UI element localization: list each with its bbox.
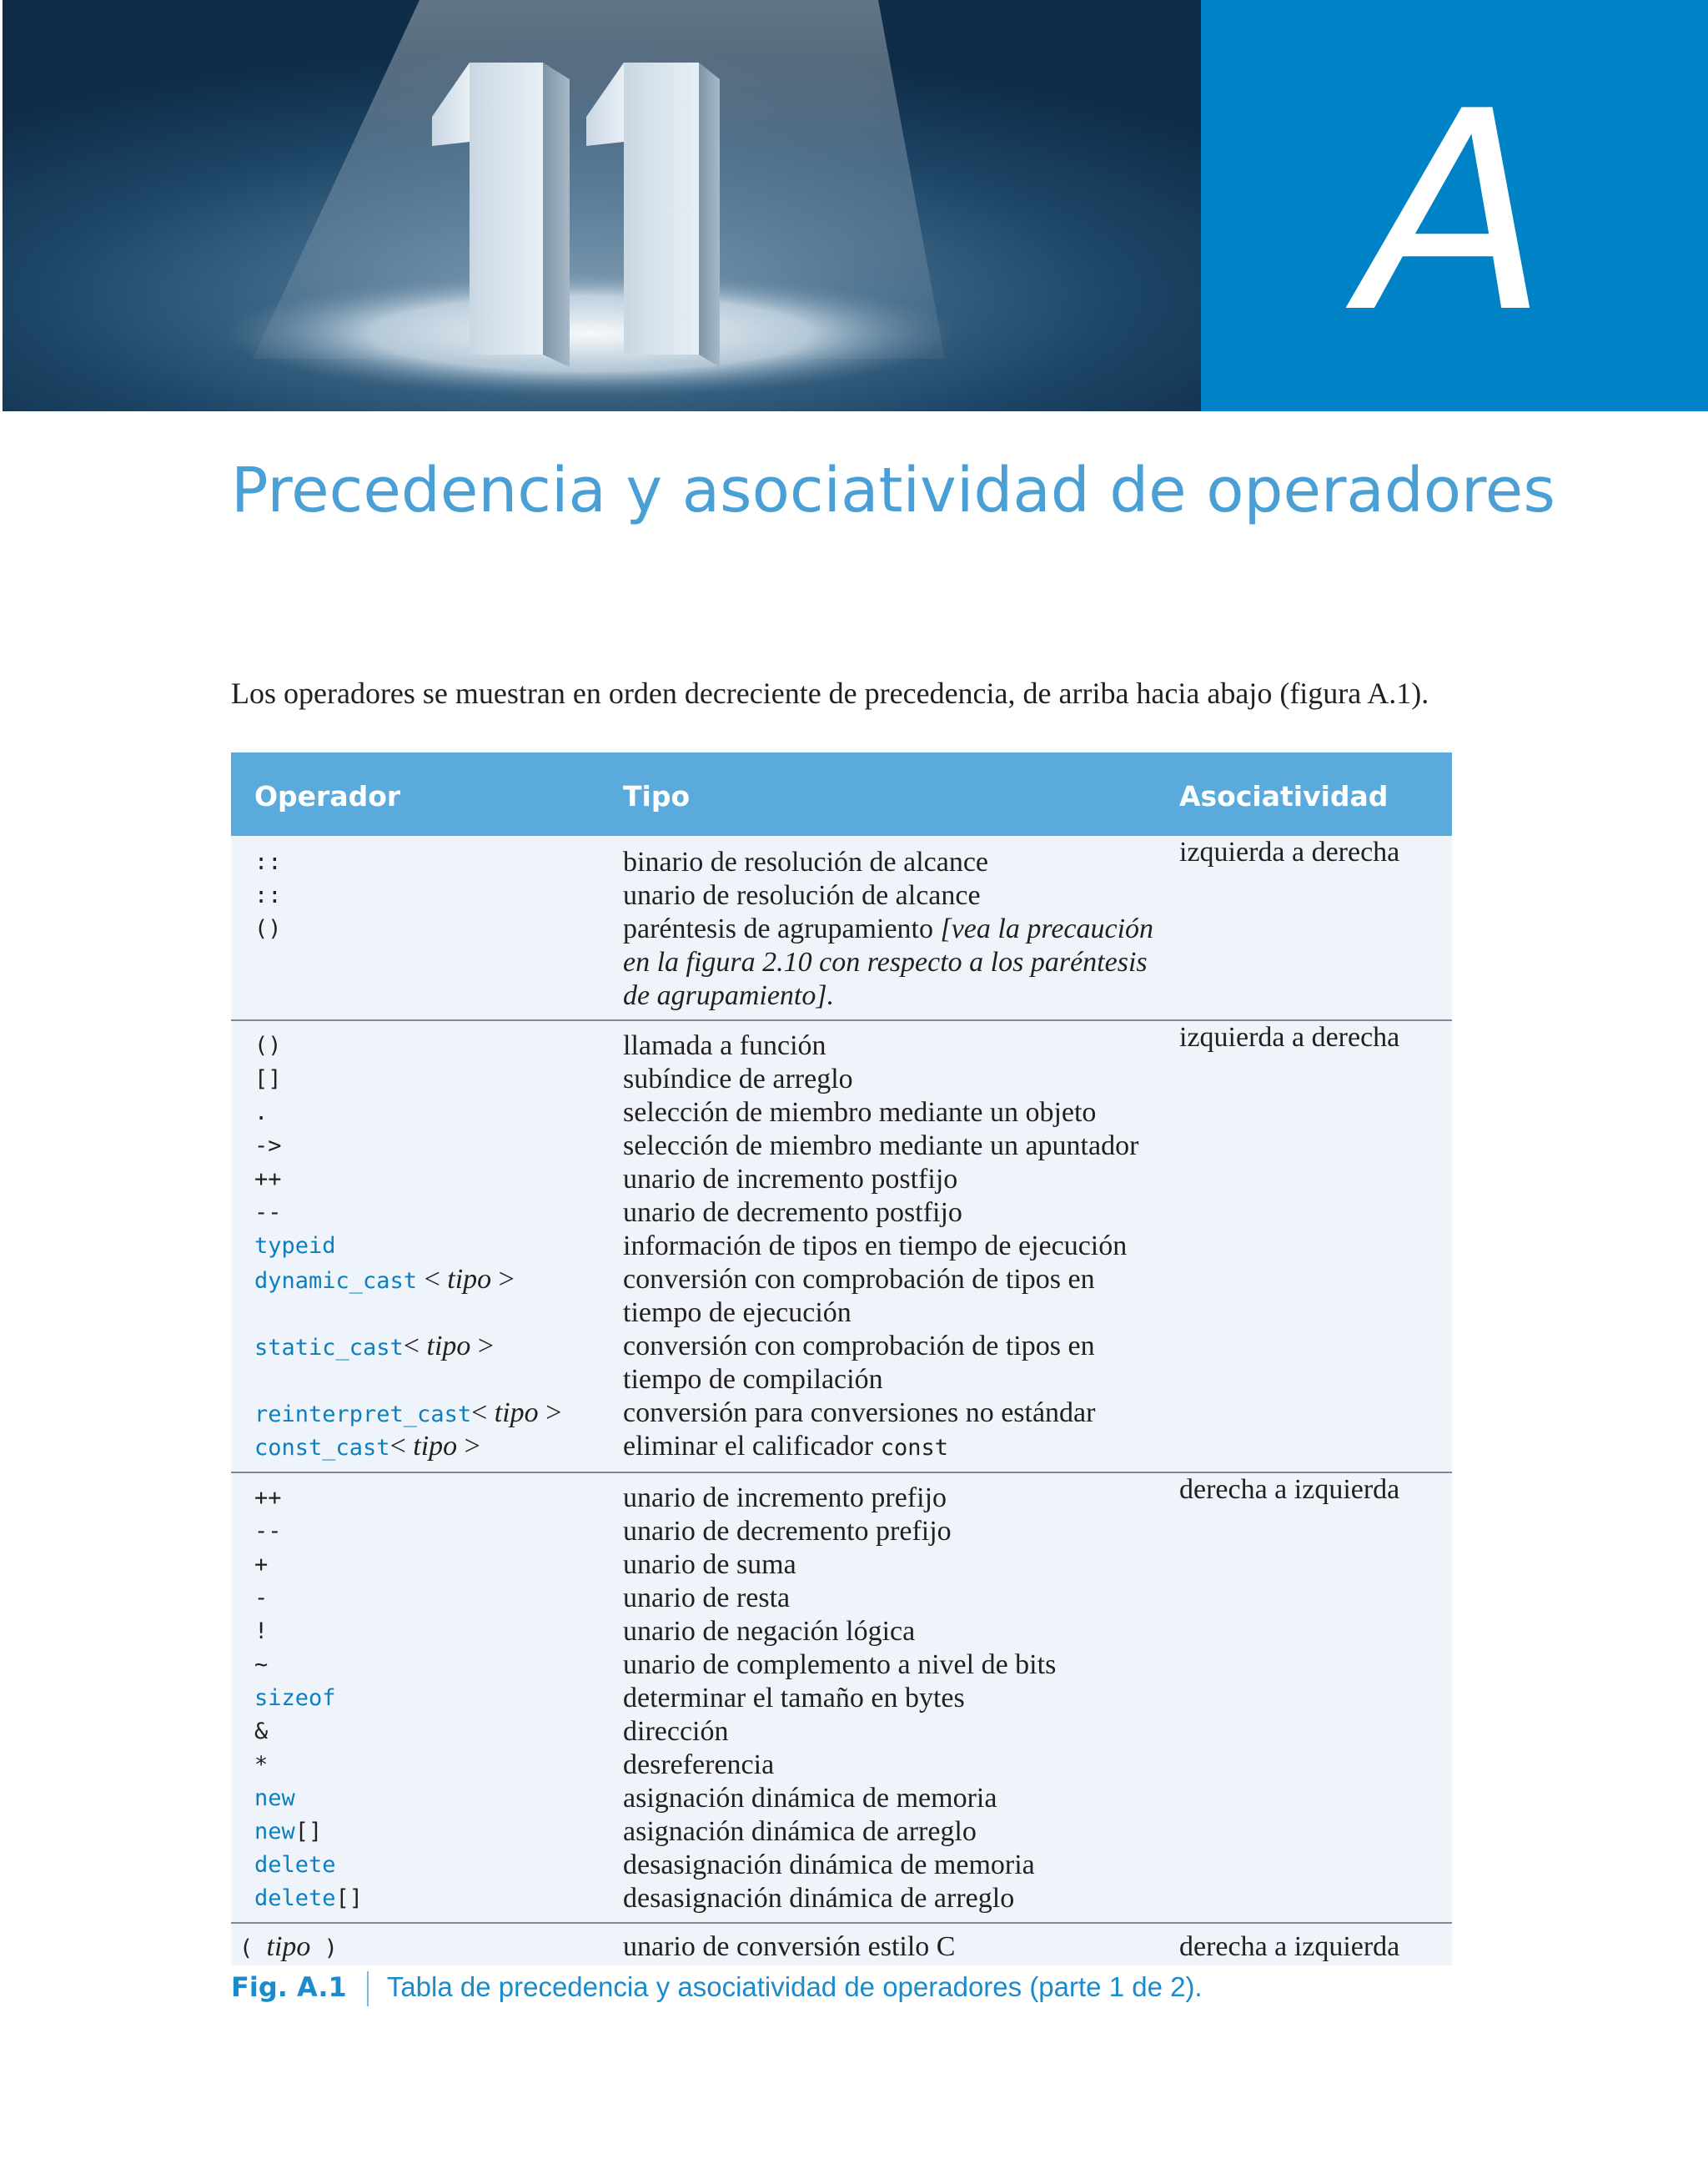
table-row — [231, 1930, 1452, 1964]
table-row — [231, 1196, 1452, 1230]
operator-type: desreferencia — [623, 1749, 775, 1780]
page-title: Precedencia y asociatividad de operadores — [231, 455, 1555, 526]
table-row — [231, 1163, 1452, 1196]
operator: reinterpret_cast< tipo > — [254, 1397, 562, 1428]
figure-caption — [231, 1971, 1203, 2006]
operator: delete[] — [254, 1885, 364, 1911]
operator-type: subíndice de arreglo — [623, 1064, 853, 1095]
operator-type: información de tipos en tiempo de ejecución — [623, 1230, 1128, 1261]
operator-type: asignación dinámica de memoria — [623, 1783, 997, 1814]
operator-type: conversión con comprobación de tipos en tiempo de compilación — [623, 1331, 1095, 1395]
operator-type: desasignación dinámica de arreglo — [623, 1883, 1015, 1914]
header-operator: Operador — [254, 780, 401, 813]
operator: ! — [254, 1618, 269, 1644]
associativity: izquierda a derecha — [1179, 837, 1400, 868]
operator: ++ — [254, 1166, 282, 1192]
table-row — [231, 1582, 1452, 1615]
table-row — [231, 879, 1452, 913]
intro-paragraph: Los operadores se muestran en orden decreciente de precedencia, de arriba hacia abajo (figura A.1). — [231, 677, 1429, 710]
chapter-banner — [0, 0, 1708, 414]
operator: typeid — [254, 1233, 336, 1259]
table-row — [231, 846, 1452, 879]
precaution-note: en la figura 2.10 con respecto a los paréntesis — [623, 947, 1148, 978]
code-const: const — [880, 1435, 948, 1461]
table-row — [231, 1230, 1452, 1263]
table-header — [231, 752, 1452, 836]
operator: -> — [254, 1133, 282, 1159]
operator: () — [254, 916, 282, 942]
spotlight-photo — [3, 0, 1201, 411]
precedence-group-3 — [231, 1473, 1452, 1924]
precedence-group-2 — [231, 1021, 1452, 1473]
operator-type: dirección — [623, 1716, 729, 1747]
operator: ++ — [254, 1485, 282, 1511]
table-row — [231, 1482, 1452, 1515]
operator: . — [254, 1100, 269, 1125]
operator: sizeof — [254, 1685, 336, 1711]
operator-type: unario de resolución de alcance — [623, 880, 981, 911]
associativity: derecha a izquierda — [1179, 1931, 1400, 1962]
operator-type: binario de resolución de alcance — [623, 847, 989, 878]
operator-type: conversión con comprobación de tipos en tiempo de ejecución — [623, 1264, 1095, 1328]
operator: dynamic_cast < tipo > — [254, 1264, 515, 1295]
table-row — [231, 1782, 1452, 1815]
header-type: Tipo — [623, 780, 691, 813]
operator: () — [254, 1033, 282, 1059]
operator-type: unario de decremento prefijo — [623, 1516, 952, 1547]
precedence-group-4 — [231, 1924, 1452, 1965]
operator-type: unario de suma — [623, 1549, 796, 1580]
operator-type: unario de incremento prefijo — [623, 1482, 947, 1513]
operator-type: unario de decremento postfijo — [623, 1197, 962, 1228]
operator: const_cast< tipo > — [254, 1431, 480, 1462]
operator: delete — [254, 1852, 336, 1878]
table-row — [231, 1682, 1452, 1715]
operator: * — [254, 1752, 269, 1778]
table-row — [231, 1815, 1452, 1849]
table-row — [231, 1330, 1452, 1396]
table-row — [231, 1515, 1452, 1548]
operator: :: — [254, 849, 282, 875]
operator-precedence-table — [231, 752, 1452, 1965]
chapter-letter: A — [1360, 53, 1549, 373]
header-associativity: Asociatividad — [1179, 780, 1389, 813]
associativity: izquierda a derecha — [1179, 1022, 1400, 1053]
table-row — [231, 1882, 1452, 1915]
table-row — [231, 1096, 1452, 1130]
operator-type: selección de miembro mediante un objeto — [623, 1097, 1097, 1128]
operator-type: unario de resta — [623, 1583, 791, 1613]
operator-type: unario de complemento a nivel de bits — [623, 1649, 1057, 1680]
operator: :: — [254, 883, 282, 908]
numeral-one-left — [470, 63, 543, 355]
operator-type: asignación dinámica de arreglo — [623, 1816, 977, 1847]
operator: ~ — [254, 1652, 269, 1678]
spotlight-eleven-image — [3, 0, 1201, 411]
figure-label: Fig. A.1 — [231, 1971, 347, 2003]
table-row — [231, 1715, 1452, 1749]
operator-type: unario de incremento postfijo — [623, 1164, 958, 1195]
operator-type: conversión para conversiones no estándar — [623, 1397, 1096, 1428]
table-row — [231, 1263, 1452, 1330]
table-row — [231, 913, 1452, 1013]
operator-type: unario de conversión estilo C — [623, 1931, 956, 1962]
table-row — [231, 1615, 1452, 1648]
operator-type: desasignación dinámica de memoria — [623, 1849, 1035, 1880]
operator: - — [254, 1585, 269, 1611]
table-row — [231, 1648, 1452, 1682]
operator: & — [254, 1719, 269, 1744]
operator-type: selección de miembro mediante un apuntador — [623, 1130, 1139, 1161]
numeral-one-right — [624, 63, 699, 355]
operator: new[] — [254, 1819, 323, 1844]
figure-caption-text: Tabla de precedencia y asociatividad de operadores (parte 1 de 2). — [386, 1971, 1203, 2002]
operator-type: paréntesis de agrupamiento [vea la precaución en la figura 2.10 con respecto a los paréntesis de agrupamiento]. — [623, 913, 1154, 1011]
operator: -- — [254, 1518, 282, 1544]
table-row — [231, 1749, 1452, 1782]
operator: ( tipo ) — [239, 1931, 338, 1962]
table-row — [231, 1430, 1452, 1465]
caption-divider — [367, 1971, 369, 2006]
precaution-note: de agrupamiento]. — [623, 980, 835, 1011]
operator: new — [254, 1785, 295, 1811]
operator: -- — [254, 1200, 282, 1225]
operator: [] — [254, 1066, 282, 1092]
table-row — [231, 1063, 1452, 1096]
operator-type: unario de negación lógica — [623, 1616, 916, 1647]
table-row — [231, 1130, 1452, 1163]
table-row — [231, 1548, 1452, 1582]
associativity: derecha a izquierda — [1179, 1474, 1400, 1505]
precaution-note: [vea la precaución — [940, 913, 1154, 944]
operator-type: eliminar el calificador const — [623, 1431, 948, 1462]
table-row — [231, 1029, 1452, 1063]
table-row — [231, 1396, 1452, 1430]
operator-type: determinar el tamaño en bytes — [623, 1683, 965, 1714]
operator-type: llamada a función — [623, 1030, 826, 1061]
operator: static_cast< tipo > — [254, 1331, 495, 1361]
precedence-group-1 — [231, 836, 1452, 1021]
operator: + — [254, 1552, 269, 1578]
table-row — [231, 1849, 1452, 1882]
